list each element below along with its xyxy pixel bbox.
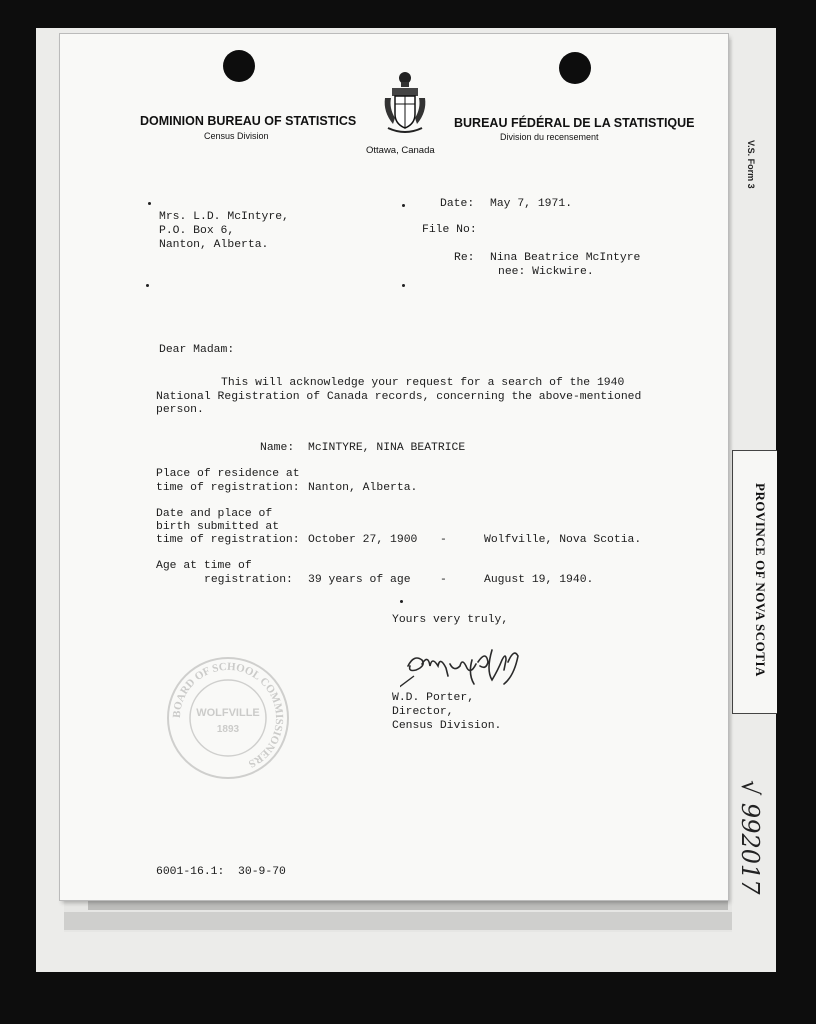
guide-dot — [402, 204, 405, 207]
valediction: Yours very truly, — [392, 614, 509, 626]
recipient-name: Mrs. L.D. McIntyre, — [159, 211, 289, 223]
handwritten-registration-number: √ 992017 — [736, 780, 764, 895]
signer-title: Director, — [392, 706, 454, 718]
date-value: May 7, 1971. — [490, 198, 573, 210]
birth-place: Wolfville, Nova Scotia. — [484, 534, 642, 546]
birth-label: Date and place of — [156, 508, 273, 520]
punch-hole — [559, 52, 591, 84]
name-label: Name: — [260, 442, 295, 454]
handwritten-signature — [400, 640, 540, 696]
residence-label: time of registration: — [156, 482, 300, 494]
birth-date: October 27, 1900 — [308, 534, 418, 546]
residence-label: Place of residence at — [156, 468, 300, 480]
date-label: Date: — [440, 198, 475, 210]
separator-dash: - — [440, 574, 447, 586]
seal-year: 1893 — [216, 724, 240, 735]
seal-outer-text: BOARD OF SCHOOL COMMISSIONERS — [170, 660, 286, 770]
separator-dash: - — [440, 534, 447, 546]
sheet-edge — [64, 912, 732, 930]
age-value: 39 years of age — [308, 574, 411, 586]
birth-label: birth submitted at — [156, 521, 280, 533]
form-number-label: V.S. Form 3 — [746, 140, 756, 189]
bureau-title-fr: BUREAU FÉDÉRAL DE LA STATISTIQUE — [454, 116, 695, 130]
recipient-city: Nanton, Alberta. — [159, 239, 269, 251]
birth-label: time of registration: — [156, 534, 300, 546]
punch-hole — [223, 50, 255, 82]
re-subject-maiden: nee: Wickwire. — [498, 266, 594, 278]
age-label: registration: — [204, 574, 293, 586]
registration-date: August 19, 1940. — [484, 574, 594, 586]
signer-division: Census Division. — [392, 720, 502, 732]
signer-name: W.D. Porter, — [392, 692, 475, 704]
residence-value: Nanton, Alberta. — [308, 482, 418, 494]
recipient-address: P.O. Box 6, — [159, 225, 235, 237]
guide-dot — [402, 284, 405, 287]
paragraph-line: National Registration of Canada records, concerning the above-mentioned — [156, 391, 642, 403]
seal-town: WOLFVILLE — [196, 707, 260, 719]
guide-dot — [400, 600, 403, 603]
re-subject-name: Nina Beatrice McIntyre — [490, 252, 641, 264]
division-en: Census Division — [204, 131, 269, 141]
paragraph-line: This will acknowledge your request for a search of the 1940 — [221, 377, 625, 389]
paragraph-line: person. — [156, 404, 204, 416]
coat-of-arms-icon — [382, 70, 428, 136]
guide-dot — [148, 202, 151, 205]
form-code: 6001-16.1: 30-9-70 — [156, 866, 286, 878]
re-label: Re: — [454, 252, 475, 264]
school-board-seal — [166, 656, 290, 780]
salutation: Dear Madam: — [159, 344, 235, 356]
division-fr: Division du recensement — [500, 132, 599, 142]
file-no-label: File No: — [422, 224, 477, 236]
age-label: Age at time of — [156, 560, 252, 572]
sheet-edge — [88, 900, 728, 910]
name-value: McINTYRE, NINA BEATRICE — [308, 442, 466, 454]
letter-page — [60, 34, 728, 900]
province-tab-label: PROVINCE OF NOVA SCOTIA — [753, 483, 768, 677]
ottawa-label: Ottawa, Canada — [366, 145, 435, 156]
bureau-title-en: DOMINION BUREAU OF STATISTICS — [140, 114, 357, 128]
guide-dot — [146, 284, 149, 287]
